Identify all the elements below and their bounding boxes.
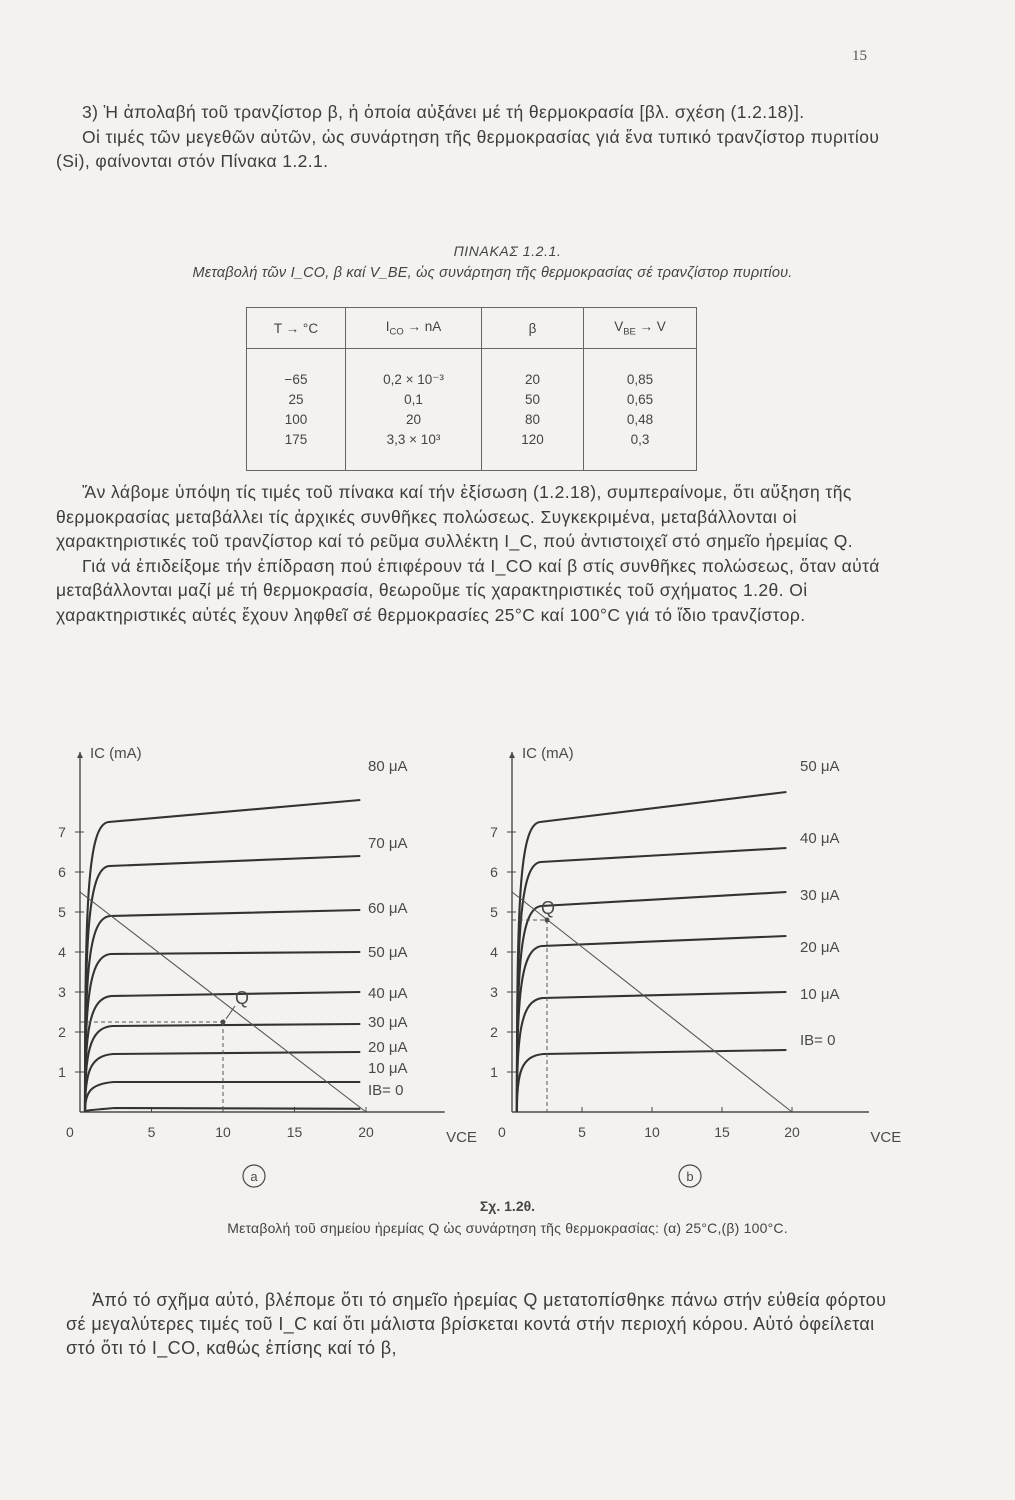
y-tick-label: 5 xyxy=(58,904,66,920)
x-tick-label: 15 xyxy=(286,1124,303,1140)
table-cell-value: 100 xyxy=(284,411,308,427)
load-line xyxy=(512,892,792,1112)
y-axis-arrow xyxy=(509,752,515,758)
table-cell-value: 0,3 xyxy=(630,431,650,447)
curve-label: 20 μA xyxy=(800,939,840,956)
figure-caption: Μεταβολή τοῦ σημείου ἠρεμίας Q ὡς συνάρτηση τῆς θερμοκρασίας: (α) 25°C,(β) 100°C. xyxy=(227,1220,788,1236)
table-cell-value: 50 xyxy=(524,391,541,407)
chart-panel-1 xyxy=(75,752,445,1187)
text-paragraph: Οἱ τιμές τῶν μεγεθῶν αὐτῶν, ὡς συνάρτηση τῆς θερμοκρασίας γιά ἕνα τυπικό τρανζίστορ πυριτίου (Si), φαίνονται στόν Πίνακα 1.2.1. xyxy=(56,126,880,171)
curve-label: 40 μA xyxy=(368,985,408,1002)
curve-label: 60 μA xyxy=(368,900,408,917)
table-cell-value: 25 xyxy=(288,391,304,407)
table-caption: Μεταβολή τῶν I_CO, β καί V_BE, ὡς συνάρτηση τῆς θερμοκρασίας σέ τρανζίστορ πυριτίου. xyxy=(192,265,793,281)
q-label: Q xyxy=(235,988,250,1008)
table-cell-value: 120 xyxy=(521,431,544,447)
table-cell-value: 0,85 xyxy=(626,371,654,387)
table-cell-value: 80 xyxy=(524,411,541,427)
y-tick-label: 7 xyxy=(490,824,498,840)
y-tick-label: 4 xyxy=(58,944,66,960)
curve-label: 80 μA xyxy=(368,758,408,775)
y-tick-label: 4 xyxy=(490,944,498,960)
table-cell-value: 0,48 xyxy=(626,411,654,427)
curve-label: 40 μA xyxy=(800,830,840,847)
y-tick-label: 7 xyxy=(58,824,66,840)
x-tick-label: 10 xyxy=(644,1124,660,1140)
y-axis-label: IC (mA) xyxy=(522,745,574,762)
x-tick-label: 5 xyxy=(578,1124,586,1140)
page-number: 15 xyxy=(852,48,867,64)
conclusion-paragraph xyxy=(66,1288,898,1360)
chart-panel-2 xyxy=(507,752,869,1187)
table-cell-value: 0,65 xyxy=(626,391,654,407)
table-header-cell: T → °C xyxy=(247,308,346,349)
y-tick-label: 6 xyxy=(490,864,498,880)
curve-label: IB= 0 xyxy=(368,1082,404,1099)
x-tick-label: 10 xyxy=(215,1124,231,1140)
text-paragraph: Γιά νά ἐπιδείξομε τήν ἐπίδραση πού ἐπιφέρουν τά I_CO καί β στίς συνθῆκες πολώσεως, ὅταν αὐτά μεταβάλλονται μαζί μέ τή θερμοκρασία, θεωροῦμε τίς χαρακτηριστικές τοῦ σχήματος 1.2θ. Οἱ χαρακτηριστικές αὐτές ἔχουν ληφθεῖ σέ θερμοκρασίες 25°C καί 100°C γιά τό ἴδιο τρανζίστορ. xyxy=(56,555,880,625)
y-tick-label: 1 xyxy=(490,1064,498,1080)
x-tick-label: 0 xyxy=(66,1124,74,1140)
curve-label: 30 μA xyxy=(800,887,840,904)
table-cell-value: 20 xyxy=(524,371,541,387)
x-tick-label: 15 xyxy=(714,1124,730,1140)
curve-label: 20 μA xyxy=(368,1039,408,1056)
q-point xyxy=(545,918,550,923)
y-tick-label: 1 xyxy=(58,1064,66,1080)
characteristic-curve xyxy=(517,848,787,1112)
y-tick-label: 3 xyxy=(58,984,66,1000)
curve-label: 50 μA xyxy=(368,944,408,961)
curve-label: 70 μA xyxy=(368,835,408,852)
curve-label: IB= 0 xyxy=(800,1032,836,1049)
y-tick-label: 3 xyxy=(490,984,498,1000)
x-tick-label: 0 xyxy=(498,1124,506,1140)
characteristic-curve xyxy=(517,792,787,1112)
table-header-cell: $I_{CO}$ → nA xyxy=(346,308,482,349)
figure-title: Σχ. 1.2θ. xyxy=(479,1198,536,1214)
text-paragraph: 3) Ἡ ἀπολαβή τοῦ τρανζίστορ β, ἡ ὁποία αὐξάνει μέ τή θερμοκρασία [βλ. σχέση (1.2.18)]. xyxy=(82,102,805,122)
curve-label: 10 μA xyxy=(368,1060,408,1077)
x-tick-label: 20 xyxy=(784,1124,800,1140)
panel-label: a xyxy=(250,1169,258,1184)
y-tick-label: 2 xyxy=(58,1024,66,1040)
y-axis-arrow xyxy=(77,752,83,758)
table-header-cell: $V_{BE} \to V$ xyxy=(584,308,697,349)
characteristic-curve xyxy=(517,1050,787,1112)
text-paragraph: Ἀπό τό σχῆμα αὐτό, βλέπομε ὅτι τό σημεῖο ἠρεμίας Q μετατοπίσθηκε πάνω στήν εὐθεία φόρτου σέ μεγαλύτερες τιμές τοῦ I_C καί ὅτι μάλιστα βρίσκεται κοντά στήν περιοχή κόρου. Αὐτό ὀφείλεται στό ὅτι τό I_CO, καθώς ἐπίσης καί τό β, xyxy=(66,1290,887,1358)
y-axis-label: IC (mA) xyxy=(90,745,142,762)
y-tick-label: 2 xyxy=(490,1024,498,1040)
x-axis-label: VCE xyxy=(870,1129,902,1146)
curve-label: 30 μA xyxy=(368,1014,408,1031)
q-point xyxy=(221,1020,226,1025)
table-cell-value: 0,1 xyxy=(404,391,423,407)
panel-label: b xyxy=(686,1169,694,1184)
table-cell-value: 3,3 × 10³ xyxy=(386,431,441,447)
text-paragraph: Ἄν λάβομε ὑπόψη τίς τιμές τοῦ πίνακα καί τήν ἐξίσωση (1.2.18), συμπεραίνομε, ὅτι αὔξηση τῆς θερμοκρασίας μεταβάλλει τίς ἀρχικές συνθῆκες πολώσεως. Συγκεκριμένα, μεταβάλλονται οἱ χαρακτηριστικές τοῦ τρανζίστορ καί τό ρεῦμα συλλέκτη I_C, πού ἀντιστοιχεῖ στό σημεῖο ἠρεμίας Q. xyxy=(56,482,854,551)
characteristic-curve xyxy=(517,936,787,1112)
x-tick-label: 5 xyxy=(147,1124,156,1140)
table-cell-value: −65 xyxy=(284,371,308,387)
x-axis-label: VCE xyxy=(446,1129,477,1146)
table-header-cell: β xyxy=(482,308,584,349)
table-cell-value: 20 xyxy=(405,411,422,427)
x-tick-label: 20 xyxy=(358,1124,374,1140)
y-tick-label: 6 xyxy=(58,864,66,880)
curve-label: 10 μA xyxy=(800,986,840,1003)
table-cell-value: 0,2 × 10⁻³ xyxy=(383,371,444,387)
curve-label: 50 μA xyxy=(800,758,840,775)
y-tick-label: 5 xyxy=(490,904,498,920)
table-title: ΠΙΝΑΚΑΣ 1.2.1. xyxy=(453,243,562,259)
q-label: Q xyxy=(541,898,556,918)
table-cell-value: 175 xyxy=(284,431,308,447)
